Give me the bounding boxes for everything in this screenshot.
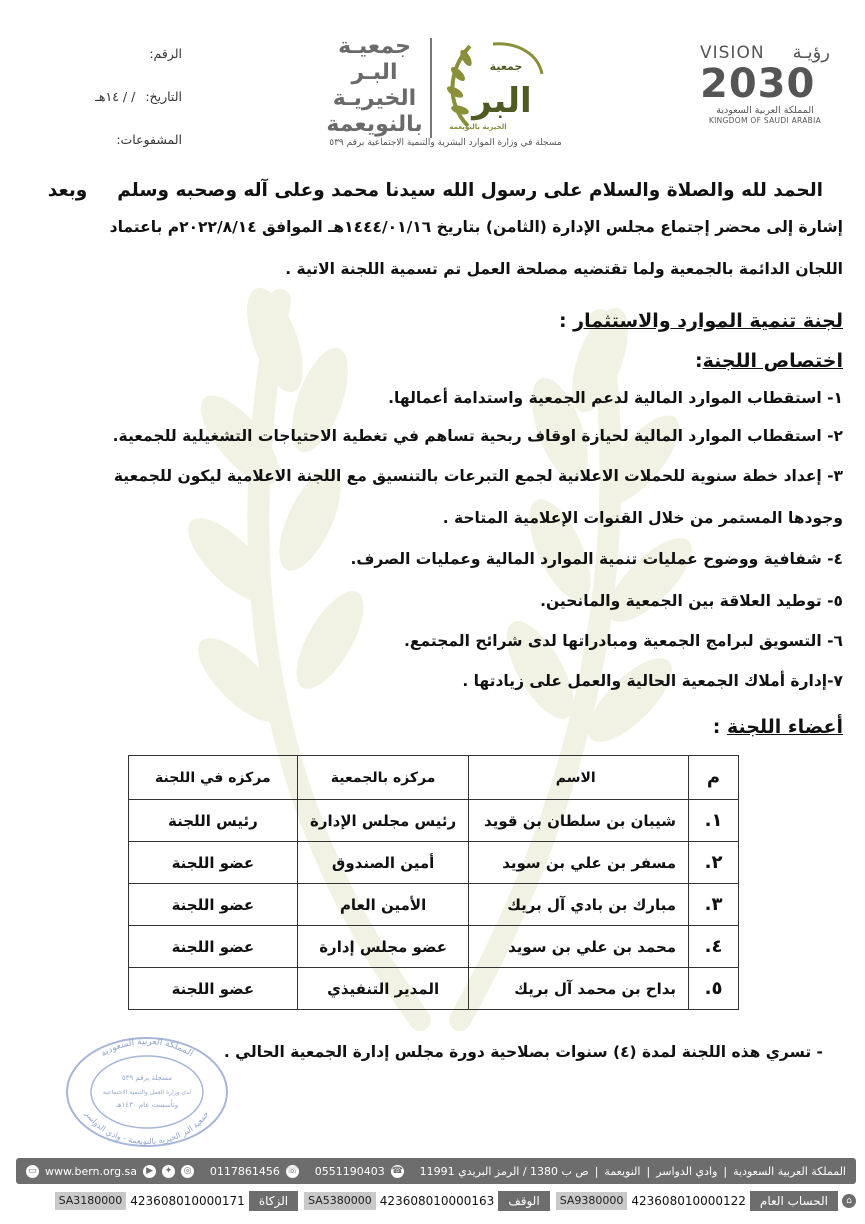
vision-2030-logo (700, 42, 840, 142)
org-name-line: بالنويعمة (326, 112, 423, 137)
registration-text: مسجلة في وزارة الموارد البشرية والتنمية الاجتماعية برقم ٥٣٩ (329, 138, 562, 148)
account-prefix: SA3180000 (55, 1192, 127, 1210)
table-row (129, 800, 739, 842)
duty-item: ٣- إعداد خطة سنوية للحملات الاعلانية لجمع التبرعات بالتنسيق مع اللجنة الاعلامية ليكون للجمعية (113, 467, 843, 485)
footer-website[interactable] (26, 1165, 194, 1178)
logo-divider (430, 38, 432, 138)
duty-item: ٥- توطيد العلاقة بين الجمعية والمانحين. (540, 592, 843, 610)
table-row (129, 842, 739, 884)
row-name: مسفر بن علي بن سويد (469, 842, 689, 884)
footer-country: المملكة العربية السعودية (733, 1164, 846, 1178)
footer-mobile-number: 0551190403 (314, 1164, 385, 1178)
header-name: الاسم (469, 756, 689, 800)
account-waqf (304, 1190, 550, 1212)
row-position: عضو اللجنة (129, 968, 298, 1010)
header-number: م (689, 756, 739, 800)
attachments-row (12, 118, 182, 161)
footer-city: وادي الدواسر (656, 1164, 718, 1178)
row-name: محمد بن علي بن سويد (469, 926, 689, 968)
row-position: رئيس اللجنة (129, 800, 298, 842)
duty-item: ٤- شفافية ووضوح عمليات تنمية الموارد المالية وعمليات الصرف. (350, 550, 843, 568)
youtube-icon: ▶ (143, 1165, 156, 1178)
row-role: رئيس مجلس الإدارة (297, 800, 469, 842)
phone-icon: ☏ (286, 1165, 299, 1176)
official-stamp (62, 1032, 232, 1150)
stamp-line-2: لدى وزارة العمل والتنمية الاجتماعية (102, 1089, 192, 1096)
committee-title: لجنة تنمية الموارد والاستثمار : (558, 310, 843, 332)
account-label: الوقف (498, 1191, 549, 1211)
footer-separator: | (723, 1164, 728, 1178)
footer (0, 1158, 865, 1224)
vision-arabic: رؤيـة (792, 42, 830, 63)
document-meta (12, 32, 182, 147)
twitter-icon: ✦ (162, 1165, 175, 1178)
logo-small-text: جمعية (489, 60, 523, 73)
validity-note: - تسري هذه اللجنة لمدة (٤) سنوات بصلاحية دورة مجلس إدارة الجمعية الحالي . (223, 1043, 823, 1061)
row-number: ٣. (689, 884, 739, 926)
bank-icon: ⌂ (842, 1194, 856, 1208)
stamp-line-3: وتأسست عام ١٤٣٠هـ (115, 1101, 179, 1109)
footer-po-box: ص ب 1380 / الرمز البريدي 11991 (419, 1164, 589, 1178)
intro-paragraph-line-2: اللجان الدائمة بالجمعية ولما تقتضيه مصلحة العمل تم تسمية اللجنة الاتية . (285, 260, 843, 278)
row-name: مبارك بن بادي آل بريك (469, 884, 689, 926)
footer-separator: | (646, 1164, 651, 1178)
account-label: الحساب العام (750, 1191, 838, 1211)
row-position: عضو اللجنة (129, 926, 298, 968)
duty-item-continuation: وجودها المستمر من خلال القنوات الإعلامية المتاحة . (442, 509, 843, 527)
account-number: 423608010000171 (130, 1194, 245, 1208)
table-row (129, 926, 739, 968)
row-role: عضو مجلس إدارة (297, 926, 469, 968)
account-number: 423608010000122 (631, 1194, 746, 1208)
stamp-top-text: المملكة العربية السعودية (99, 1036, 195, 1060)
logo-side-text: الخيرية بالنويعمة (449, 123, 507, 131)
row-name: شيبان بن سلطان بن قويد (469, 800, 689, 842)
footer-contact-bar (16, 1158, 856, 1184)
row-position: عضو اللجنة (129, 842, 298, 884)
committee-title-text: لجنة تنمية الموارد والاستثمار (573, 310, 843, 332)
row-number: ١. (689, 800, 739, 842)
ksa-arabic: المملكة العربية السعودية (716, 105, 814, 116)
date-row (12, 75, 182, 118)
vision-year: 2030 (700, 61, 816, 107)
row-number: ٥. (689, 968, 739, 1010)
members-title-text: أعضاء اللجنة (726, 716, 843, 738)
footer-address (420, 1165, 846, 1178)
organization-logo-block (318, 30, 573, 150)
ksa-english: KINGDOM OF SAUDI ARABIA (708, 116, 822, 125)
duties-title: اختصاص اللجنة: (695, 350, 843, 372)
row-number: ٤. (689, 926, 739, 968)
header-position: مركزه في اللجنة (129, 756, 298, 800)
header-role: مركزه بالجمعية (297, 756, 469, 800)
attachments-label: المشفوعات: (116, 132, 182, 147)
account-zakat (55, 1190, 299, 1212)
website-link[interactable]: www.bern.org.sa (45, 1164, 138, 1178)
row-position: عضو اللجنة (129, 884, 298, 926)
table-header-row (129, 756, 739, 800)
org-name-line: جمعيـة (338, 34, 411, 59)
row-role: أمين الصندوق (297, 842, 469, 884)
greeting-main: الحمد لله والصلاة والسلام على رسول الله سيدنا محمد وعلى آله وصحبه وسلم (117, 180, 823, 201)
ref-row (12, 32, 182, 75)
footer-district: النويعمة (604, 1164, 641, 1178)
row-name: بداح بن محمد آل بريك (469, 968, 689, 1010)
vision-word: VISION (700, 42, 765, 63)
greeting-end: وبعد (47, 180, 88, 201)
members-title: أعضاء اللجنة : (712, 716, 843, 738)
duty-item: ٢- استقطاب الموارد المالية لحيازة اوقاف ربحية تساهم في تغطية الاحتياجات التشغيلية للجمعية. (112, 427, 843, 445)
footer-phone (210, 1165, 299, 1178)
ref-label: الرقم: (149, 46, 182, 61)
table-row (129, 884, 739, 926)
greeting (48, 180, 823, 201)
date-value: / / ١٤هـ (95, 89, 136, 104)
org-name-line: البـر (351, 60, 398, 85)
bank-accounts (16, 1190, 856, 1214)
org-name-line: الخيريـة (332, 86, 417, 111)
row-role: المدير التنفيذي (297, 968, 469, 1010)
account-number: 423608010000163 (379, 1194, 495, 1208)
members-table (128, 755, 739, 1010)
intro-paragraph-line-1: إشارة إلى محضر إجتماع مجلس الإدارة (الثامن) بتاريخ ١٤٤٤/٠١/١٦هـ الموافق ٢٠٢٢/٨/١٤م باعتماد (109, 218, 843, 236)
account-prefix: SA5380000 (304, 1192, 376, 1210)
account-label: الزكاة (249, 1191, 298, 1211)
footer-phone-number: 0117861456 (209, 1164, 280, 1178)
stamp-line-1: مسجلة برقم ٥٣٩ (121, 1074, 173, 1082)
footer-mobile (315, 1165, 404, 1178)
organization-name (322, 34, 427, 138)
organization-logo-icon (438, 34, 548, 134)
duties-title-text: اختصاص اللجنة (702, 350, 843, 372)
duty-item: ٧-إدارة أملاك الجمعية الحالية والعمل على زيادتها . (462, 672, 843, 690)
row-role: الأمين العام (297, 884, 469, 926)
social-icon: ◎ (181, 1165, 194, 1178)
duty-item: ١- استقطاب الموارد المالية لدعم الجمعية واستدامة أعمالها. (388, 389, 843, 407)
stamp-bottom-text: جمعية البر الخيرية بالنويعمة - وادي الدواسر (83, 1109, 211, 1147)
account-general (556, 1190, 856, 1212)
table-row (129, 968, 739, 1010)
web-icon: ▭ (26, 1165, 39, 1178)
row-number: ٢. (689, 842, 739, 884)
footer-separator: | (594, 1164, 599, 1178)
duty-item: ٦- التسويق لبرامج الجمعية ومبادراتها لدى شرائح المجتمع. (404, 632, 843, 650)
logo-big-text: البر (472, 81, 532, 121)
mobile-icon: ☎ (391, 1165, 403, 1176)
date-label: التاريخ: (145, 89, 182, 104)
account-prefix: SA9380000 (556, 1192, 628, 1210)
